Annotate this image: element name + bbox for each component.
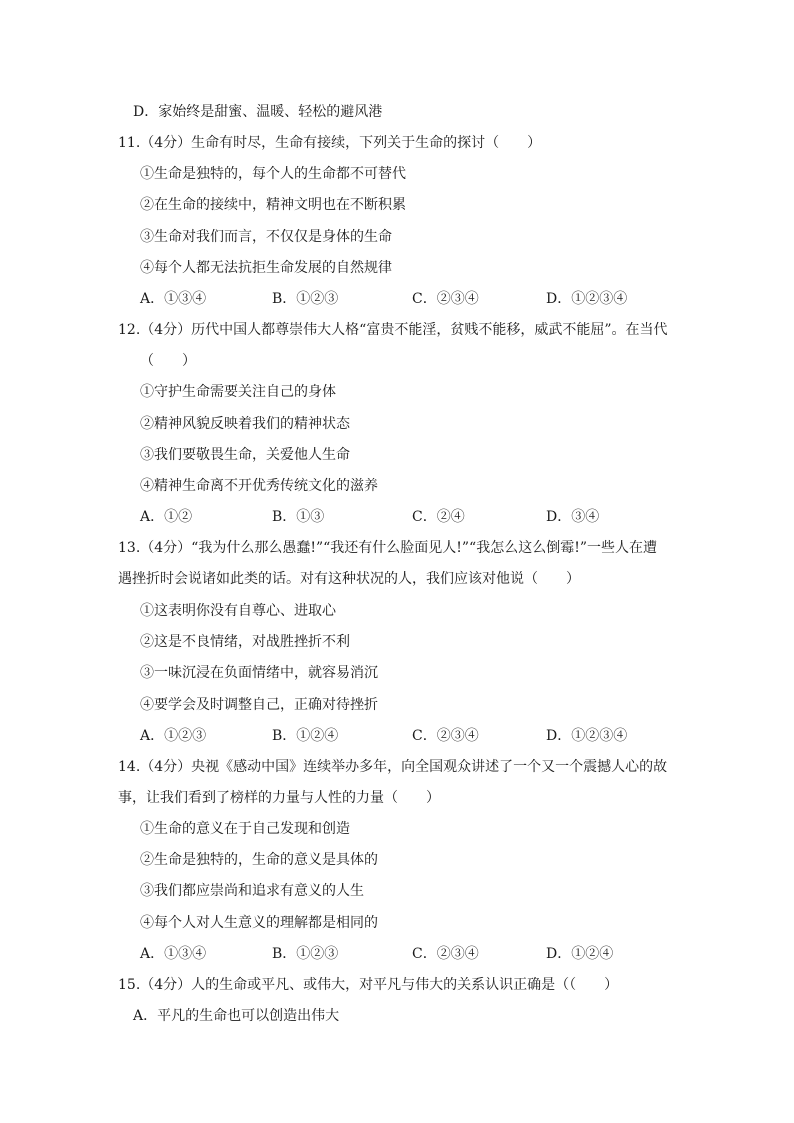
q11-statement-2: ②在生命的接续中，精神文明也在不断积累 <box>140 197 406 213</box>
q14-stem-cont: 事，让我们看到了榜样的力量与人性的力量（ ） <box>118 790 440 806</box>
q13-choice-b: B．①②④ <box>272 728 339 744</box>
q12-choice-d: D．③④ <box>546 509 600 525</box>
q12-statement-3: ③我们要敬畏生命，关爱他人生命 <box>140 447 350 463</box>
q14-statement-4: ④每个人对人生意义的理解都是相同的 <box>140 915 378 931</box>
q14-choice-d: D．①②④ <box>546 946 614 962</box>
q13-statement-1: ①这表明你没有自尊心、进取心 <box>140 603 336 619</box>
q11-statement-3: ③生命对我们而言，不仅仅是身体的生命 <box>140 229 392 245</box>
q13-choice-c: C．②③④ <box>412 728 479 744</box>
q14-statement-2: ②生命是独特的，生命的意义是具体的 <box>140 852 378 868</box>
q14-choice-b: B．①②③ <box>272 946 339 962</box>
q13-statement-2: ②这是不良情绪，对战胜挫折不利 <box>140 634 350 650</box>
q13-statement-3: ③一味沉浸在负面情绪中，就容易消沉 <box>140 665 378 681</box>
q11-stem: 11.（4分）生命有时尽，生命有接续，下列关于生命的探讨（ ） <box>118 135 542 151</box>
q14-choice-a: A．①③④ <box>140 946 207 962</box>
q15-stem: 15.（4分）人的生命或平凡、或伟大，对平凡与伟大的关系认识正确是（（ ） <box>118 977 619 993</box>
q12-statement-1: ①守护生命需要关注自己的身体 <box>140 384 336 400</box>
q11-choice-d: D．①②③④ <box>546 291 628 307</box>
q12-choice-c: C．②④ <box>412 509 465 525</box>
q14-stem: 14.（4分）央视《感动中国》连续举办多年，向全国观众讲述了一个又一个震撼人心的故 <box>118 759 668 775</box>
q12-stem: 12.（4分）历代中国人都尊崇伟大人格“富贵不能淫，贫贱不能移，威武不能屈”。在当代 <box>118 322 668 338</box>
q12-stem-cont: （ ） <box>140 353 196 369</box>
q13-statement-4: ④要学会及时调整自己，正确对待挫折 <box>140 697 378 713</box>
q11-statement-1: ①生命是独特的，每个人的生命都不可替代 <box>140 166 406 182</box>
q12-choice-b: B．①③ <box>272 509 325 525</box>
q14-choice-c: C．②③④ <box>412 946 479 962</box>
q10-option-d: D．家始终是甜蜜、温暖、轻松的避风港 <box>133 104 383 120</box>
q12-statement-2: ②精神风貌反映着我们的精神状态 <box>140 416 350 432</box>
q15-option-a: A．平凡的生命也可以创造出伟大 <box>133 1008 340 1024</box>
q11-choice-c: C．②③④ <box>412 291 479 307</box>
q12-choice-a: A．①② <box>140 509 193 525</box>
q11-statement-4: ④每个人都无法抗拒生命发展的自然规律 <box>140 260 392 276</box>
q13-stem-cont: 遇挫折时会说诸如此类的话。对有这种状况的人，我们应该对他说（ ） <box>118 571 580 587</box>
q14-statement-1: ①生命的意义在于自己发现和创造 <box>140 821 350 837</box>
q12-statement-4: ④精神生命离不开优秀传统文化的滋养 <box>140 478 378 494</box>
q13-choice-a: A．①②③ <box>140 728 207 744</box>
q14-statement-3: ③我们都应崇尚和追求有意义的人生 <box>140 883 364 899</box>
q13-stem: 13.（4分）“我为什么那么愚蠢!”“我还有什么脸面见人!”“我怎么这么倒霉!”一些人在遭 <box>118 540 657 556</box>
q13-choice-d: D．①②③④ <box>546 728 628 744</box>
q11-choice-a: A．①③④ <box>140 291 207 307</box>
q11-choice-b: B．①②③ <box>272 291 339 307</box>
